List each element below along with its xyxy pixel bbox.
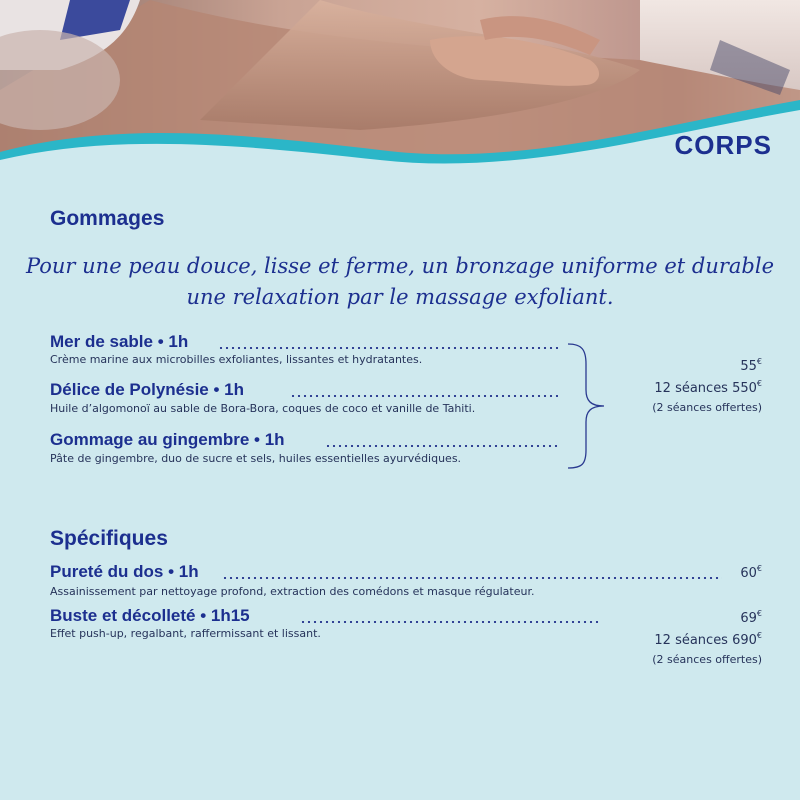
currency-symbol: € [756, 609, 762, 618]
package-price [654, 379, 762, 396]
service-description: Crème marine aux microbilles exfoliantes, lissantes et hydratantes. [50, 353, 423, 366]
page-title: CORPS [674, 130, 772, 160]
price [740, 357, 762, 374]
package-note: (2 séances offertes) [652, 401, 762, 414]
service-title: Gommage au gingembre • 1h [50, 430, 285, 449]
section-heading-gommages: Gommages [50, 207, 165, 230]
header-photo [0, 0, 800, 200]
package-note: (2 séances offertes) [652, 653, 762, 666]
dotted-leader [218, 347, 558, 349]
price-value: 55 [740, 359, 757, 374]
dotted-leader [290, 395, 558, 397]
service-title: Buste et décolleté • 1h15 [50, 606, 250, 625]
currency-symbol: € [756, 357, 762, 366]
tagline-line-2: une relaxation par le massage exfoliant. [186, 285, 614, 309]
gommages-tagline [0, 251, 800, 313]
price [740, 609, 762, 626]
dotted-leader [325, 445, 558, 447]
dotted-leader [222, 577, 722, 579]
service-description: Pâte de gingembre, duo de sucre et sels, huiles essentielles ayurvédiques. [50, 452, 462, 465]
grouping-brace [560, 342, 620, 472]
service-title: Mer de sable • 1h [50, 332, 189, 351]
service-description: Huile d’algomonoï au sable de Bora-Bora, coques de coco et vanille de Tahiti. [50, 402, 476, 415]
section-heading-specifiques: Spécifiques [50, 527, 168, 550]
dotted-leader [300, 621, 600, 623]
currency-symbol: € [756, 379, 762, 388]
package-label: 12 séances 550 [654, 381, 757, 396]
massage-photo [0, 0, 800, 200]
service-description: Effet push-up, regalbant, raffermissant et lissant. [50, 627, 321, 640]
price [740, 564, 762, 581]
service-title: Pureté du dos • 1h [50, 562, 199, 581]
price-value: 69 [740, 611, 757, 626]
package-price [654, 631, 762, 648]
currency-symbol: € [756, 564, 762, 573]
currency-symbol: € [756, 631, 762, 640]
package-label: 12 séances 690 [654, 633, 757, 648]
service-title: Délice de Polynésie • 1h [50, 380, 244, 399]
tagline-line-1: Pour une peau douce, lisse et ferme, un bronzage uniforme et durable [25, 254, 774, 278]
price-value: 60 [740, 566, 757, 581]
service-description: Assainissement par nettoyage profond, extraction des comédons et masque régulateur. [50, 585, 535, 598]
